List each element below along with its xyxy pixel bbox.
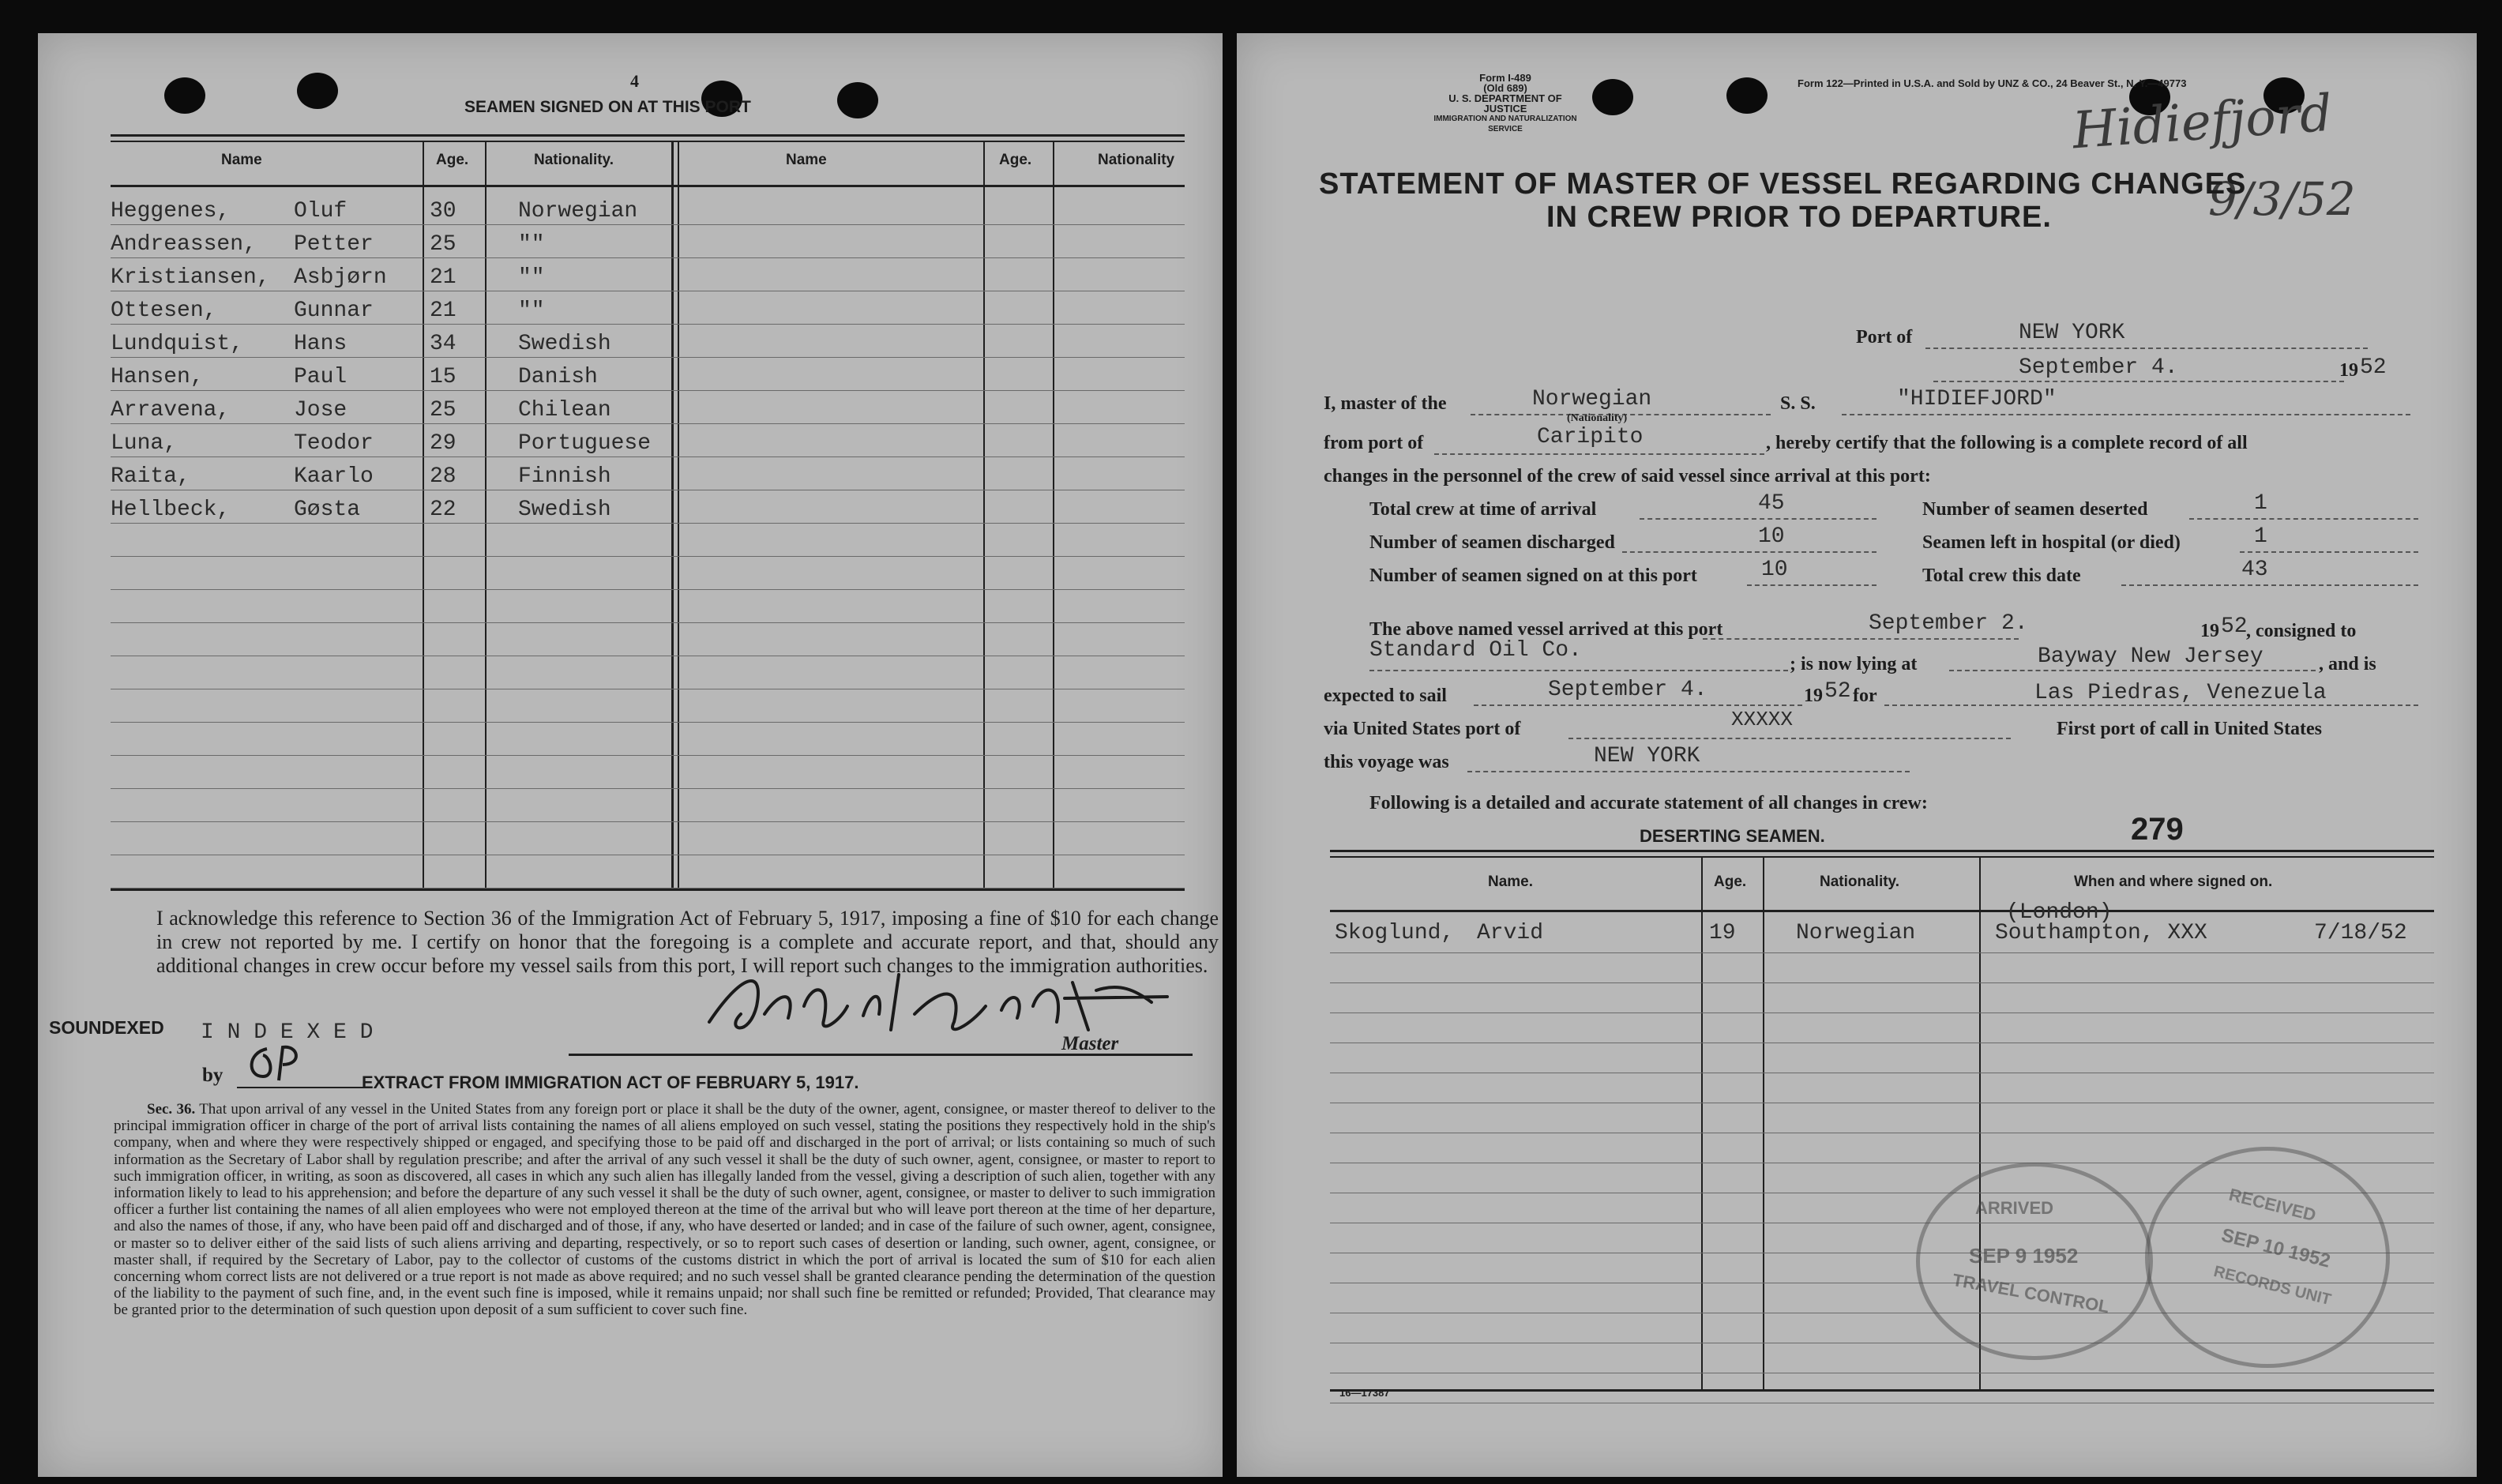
seaman-given-name: Teodor: [294, 431, 374, 456]
seaman-nationality: Swedish: [518, 498, 611, 522]
seaman-given-name: Paul: [294, 365, 348, 389]
seaman-surname: Heggenes,: [111, 199, 231, 224]
col-header-name: Name.: [1488, 873, 1534, 890]
sail-year: 52: [1824, 679, 1851, 704]
seaman-surname: Kristiansen,: [111, 265, 270, 290]
seaman-age: 30: [430, 199, 456, 224]
initials-signature: [239, 1041, 310, 1088]
col-header-signed-on: When and where signed on.: [2074, 873, 2273, 890]
page-number: 4: [630, 71, 639, 91]
table-row: [111, 398, 679, 431]
seaman-surname: Andreassen,: [111, 232, 257, 257]
seaman-given-name: Asbjørn: [294, 265, 387, 290]
seaman-nationality: Portuguese: [518, 431, 652, 456]
title-line1: STATEMENT OF MASTER OF VESSEL REGARDING CHANGES: [1319, 167, 2247, 201]
port-of-value: NEW YORK: [2019, 321, 2125, 345]
seaman-nationality: Swedish: [518, 332, 611, 356]
punch-hole: [837, 82, 878, 118]
seaman-age: 22: [430, 498, 456, 522]
deserter-given-name: Arvid: [1477, 921, 1544, 945]
table-row: [111, 299, 679, 332]
total-date-value: 43: [2241, 558, 2268, 582]
arrived-label: The above named vessel arrived at this port: [1369, 619, 1723, 640]
nationality-caption: (Nationality): [1567, 412, 1628, 424]
punch-hole: [297, 73, 338, 109]
deserter-nationality: Norwegian: [1796, 921, 1916, 945]
seaman-nationality: "": [518, 299, 545, 323]
seaman-given-name: Gøsta: [294, 498, 361, 522]
seaman-nationality: "": [518, 265, 545, 290]
signed-on-value: 10: [1761, 558, 1788, 582]
discharged-label: Number of seamen discharged: [1369, 532, 1615, 553]
section-36-text: Sec. 36. That upon arrival of any vessel in the United States from any foreign port or place it shall be the duty of the owner, agent, consignee, or master thereof to deliver to the principal immigration officer in charge of the port of arrival lists containing the names of all aliens employed on such vessel, stating the positions they respectively hold in the ship's company, when and where they were respectively shipped or engaged, and specifying those to be paid off and discharged in the port of arrival; or lists containing so much of such information as the Secretary of Labor shall by regulation prescribe; and after the arrival of any such vessel it shall be the duty of such owner, agent, consignee, or master to report to such immigration officer, in writing, as soon as discovered, all cases in which any such alien has illegally landed from the vessel, giving a description of such alien, together with any information likely to lead to his apprehension; and before the departure of any such vessel it shall be the duty of such owner, agent, consignee, or master to deliver to such immigration officer a further list containing the names of all alien employees who were not employed thereon at the time of the arrival but who will leave port thereon at the time of her departure, and also the names of those, if any, who have been paid off and discharged and of those, if any, who have deserted or landed; and in case of the failure of such owner, agent, consignee, or master so to deliver either of the said lists of such aliens arriving and departing, respectively, or so to report such cases of desertion or landing, such owner, agent, consignee, or master shall, if required by the Secretary of Labor, pay to the collector of customs of the customs district in which the port of arrival is located the sum of $10 for each alien concerning whom correct lists are not delivered or a true report is not made as above required; and no such vessel shall be granted clearance pending the determination of the question of the liability to the payment of such fine, and, in the event such fine is imposed, while it remains unpaid; nor shall such fine be remitted or refunded; Provided, That clearance may be granted prior to the determination of such question upon deposit of a sum sufficient to cover such fine.: [114, 1101, 1215, 1319]
seaman-surname: Raita,: [111, 464, 190, 489]
master-signature: [693, 959, 1246, 1054]
deserted-label: Number of seamen deserted: [1922, 499, 2148, 520]
seaman-surname: Luna,: [111, 431, 178, 456]
form-header: Form I-489 (Old 689) U. S. DEPARTMENT OF JUSTICE IMMIGRATION AND NATURALIZATION SERVICE: [1433, 72, 1577, 133]
table-row: [111, 265, 679, 299]
deserted-value: 1: [2254, 491, 2267, 516]
seaman-age: 34: [430, 332, 456, 356]
seaman-nationality: Danish: [518, 365, 598, 389]
left-page: [38, 33, 1223, 1477]
right-page: [1237, 33, 2477, 1477]
certify-text: , hereby certify that the following is a complete record of all: [1766, 433, 2248, 453]
extract-title: EXTRACT FROM IMMIGRATION ACT OF FEBRUARY 5, 1917.: [362, 1073, 859, 1092]
seaman-age: 25: [430, 398, 456, 423]
col-header-age-2: Age.: [999, 152, 1032, 168]
table-row: [111, 464, 679, 498]
seaman-age: 28: [430, 464, 456, 489]
discharged-value: 10: [1758, 524, 1785, 549]
seaman-nationality: Norwegian: [518, 199, 638, 224]
first-port-label: First port of call in United States: [2057, 719, 2322, 739]
arrival-stamp: ARRIVED SEP 9 1952 TRAVEL CONTROL: [1916, 1163, 2153, 1360]
col-header-nationality: Nationality.: [1820, 873, 1899, 890]
deserting-title: DESERTING SEAMEN.: [1640, 826, 1825, 846]
col-header-name: Name: [221, 152, 262, 168]
deserter-date: 7/18/52: [2314, 921, 2407, 945]
table-row: [111, 199, 679, 232]
table-row: [111, 365, 679, 398]
signed-on-label: Number of seamen signed on at this port: [1369, 565, 1697, 586]
col-header-age: Age.: [436, 152, 469, 168]
vessel-name: "HIDIEFJORD": [1897, 387, 2057, 411]
master-of-label: I, master of the: [1324, 393, 1447, 414]
master-label: Master: [1061, 1033, 1119, 1054]
handwritten-date: 9/3/52: [2208, 172, 2356, 226]
seaman-given-name: Jose: [294, 398, 348, 423]
year-value: 52: [2360, 355, 2387, 380]
total-arrival-value: 45: [1758, 491, 1785, 516]
deserter-place: Southampton, XXX: [1995, 921, 2207, 945]
col-header-name-2: Name: [786, 152, 827, 168]
sail-year-prefix: 19: [1804, 686, 1823, 706]
seaman-age: 15: [430, 365, 456, 389]
seaman-given-name: Petter: [294, 232, 374, 257]
by-label: by: [202, 1065, 224, 1086]
handwritten-ship: Hidiefjord: [2070, 84, 2335, 161]
for-label: for: [1853, 686, 1877, 706]
seaman-given-name: Oluf: [294, 199, 348, 224]
seamen-table: [111, 134, 1185, 892]
following-text: Following is a detailed and accurate statement of all changes in crew:: [1369, 793, 1928, 813]
seaman-nationality: Finnish: [518, 464, 611, 489]
table-row: [1330, 900, 2434, 951]
col-header-age: Age.: [1714, 873, 1747, 890]
section-title: SEAMEN SIGNED ON AT THIS PORT: [464, 98, 751, 116]
total-date-label: Total crew this date: [1922, 565, 2081, 586]
arrived-year: 52: [2221, 614, 2248, 639]
acknowledgement-text: I acknowledge this reference to Section 36 of the Immigration Act of February 5, 1917, imposing a fine of $10 for each change in crew not reported by me. I certify on honor that the foregoing is a complete and accurate report, and that, should any additional changes in crew occur before my vessel sails from this port, I will report such changes to the immigration authorities.: [156, 907, 1219, 977]
seaman-given-name: Gunnar: [294, 299, 374, 323]
stamp-number: 279: [2131, 812, 2184, 847]
voyage-label: this voyage was: [1324, 752, 1449, 772]
lying-label: ; is now lying at: [1790, 654, 1918, 674]
seaman-given-name: Hans: [294, 332, 348, 356]
seaman-age: 29: [430, 431, 456, 456]
soundexed-stamp: SOUNDEXED: [49, 1017, 164, 1038]
table-row: [111, 232, 679, 265]
seaman-surname: Ottesen,: [111, 299, 217, 323]
seaman-surname: Arravena,: [111, 398, 231, 423]
from-port-value: Caripito: [1537, 425, 1644, 449]
received-stamp: RECEIVED SEP 10 1952 RECORDS UNIT: [2145, 1147, 2390, 1368]
via-label: via United States port of: [1324, 719, 1521, 739]
seaman-nationality: Chilean: [518, 398, 611, 423]
year-prefix: 19: [2339, 360, 2358, 381]
destination-value: Las Piedras, Venezuela: [2034, 681, 2327, 705]
table-row: [111, 431, 679, 464]
statement-date: September 4.: [2019, 355, 2178, 380]
consignee-value: Standard Oil Co.: [1369, 638, 1582, 663]
punch-hole: [1726, 77, 1768, 114]
hospital-value: 1: [2254, 524, 2267, 549]
port-of-label: Port of: [1856, 327, 1913, 348]
seaman-surname: Hansen,: [111, 365, 204, 389]
first-port-value: NEW YORK: [1594, 744, 1700, 768]
title-line2: IN CREW PRIOR TO DEPARTURE.: [1546, 201, 2052, 234]
expected-label: expected to sail: [1324, 686, 1447, 706]
seaman-surname: Lundquist,: [111, 332, 244, 356]
ss-label: S. S.: [1780, 393, 1816, 414]
sail-date: September 4.: [1548, 678, 1707, 702]
indexed-stamp: I N D E X E D: [201, 1020, 374, 1045]
and-is-label: , and is: [2319, 654, 2376, 674]
seaman-age: 21: [430, 265, 456, 290]
seaman-age: 25: [430, 232, 456, 257]
punch-hole: [1592, 79, 1633, 115]
seaman-nationality: "": [518, 232, 545, 257]
table-row: [111, 498, 679, 531]
footer-code: 16—17387: [1339, 1387, 1390, 1399]
arrived-year-prefix: 19: [2200, 621, 2219, 641]
nationality-value: Norwegian: [1532, 387, 1652, 411]
deserter-london-note: (London): [2006, 900, 2113, 925]
arrived-date: September 2.: [1869, 611, 2028, 636]
via-port-value: XXXXX: [1731, 708, 1794, 731]
col-header-nationality: Nationality.: [534, 152, 614, 168]
table-row: [111, 332, 679, 365]
seaman-age: 21: [430, 299, 456, 323]
seaman-surname: Hellbeck,: [111, 498, 231, 522]
from-port-label: from port of: [1324, 433, 1424, 453]
total-arrival-label: Total crew at time of arrival: [1369, 499, 1597, 520]
lying-at-value: Bayway New Jersey: [2038, 644, 2263, 669]
punch-hole: [164, 77, 205, 114]
deserter-age: 19: [1709, 921, 1736, 945]
changes-text: changes in the personnel of the crew of said vessel since arrival at this port:: [1324, 466, 1931, 487]
col-header-nationality-2: Nationality: [1098, 152, 1175, 168]
consigned-label: , consigned to: [2246, 621, 2357, 641]
seaman-given-name: Kaarlo: [294, 464, 374, 489]
deserter-surname: Skoglund,: [1335, 921, 1455, 945]
hospital-label: Seamen left in hospital (or died): [1922, 532, 2181, 553]
printer-line: Form 122—Printed in U.S.A. and Sold by UNZ & CO., 24 Beaver St., N. Y.—49773: [1798, 77, 2187, 89]
